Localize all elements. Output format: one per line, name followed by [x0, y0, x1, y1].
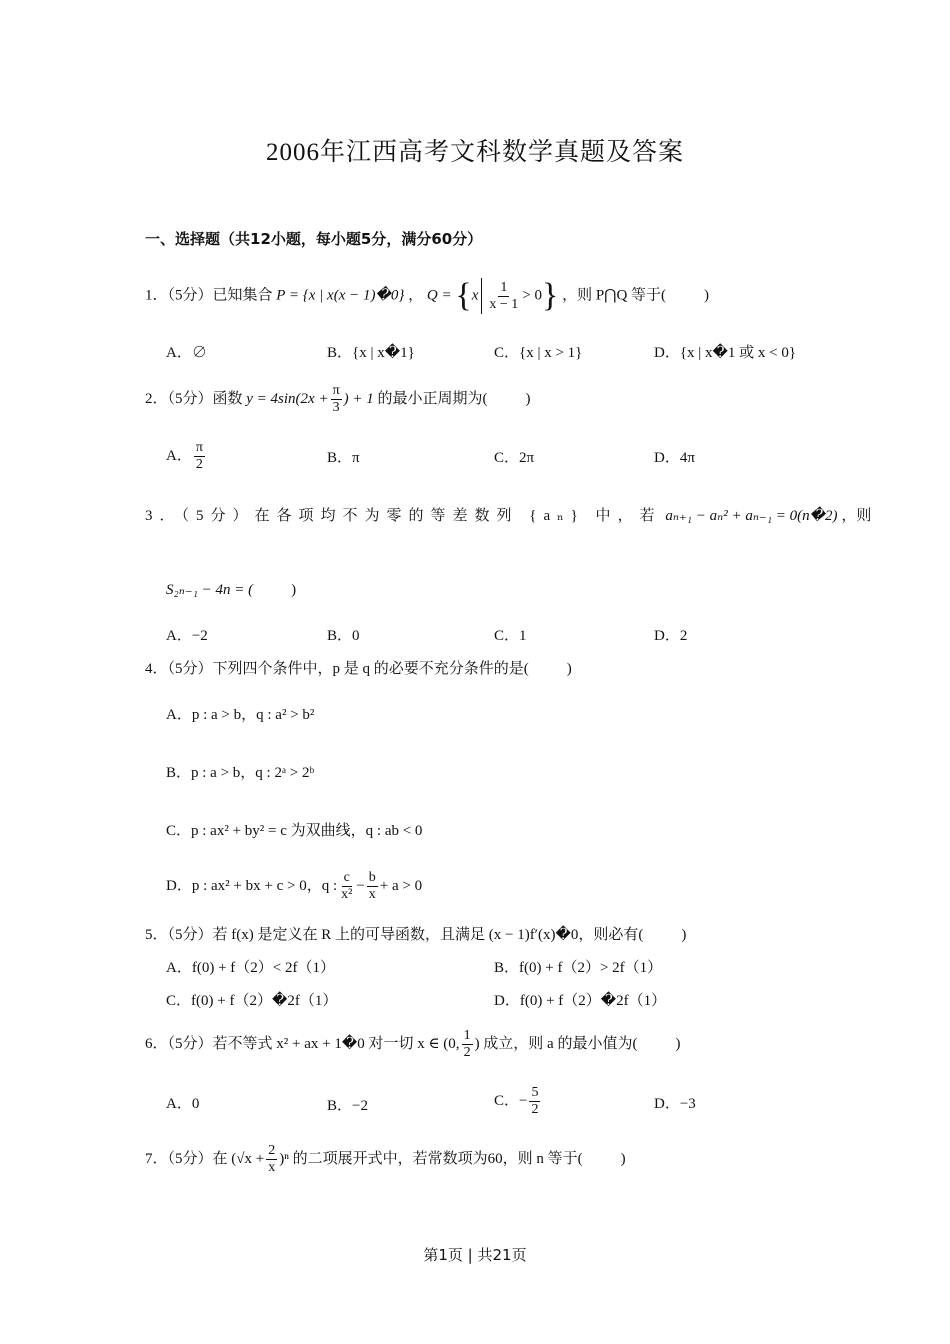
q1-number: 1．（5分）已知集合	[145, 287, 273, 304]
q2-fraction	[331, 383, 342, 416]
q3-line-2	[166, 580, 296, 600]
question-7	[145, 1143, 626, 1176]
q2-option-c: C．2π	[494, 450, 535, 466]
q5-close-paren: )	[681, 927, 687, 943]
q1-fraction	[487, 280, 520, 313]
question-4	[145, 659, 572, 679]
q2-option-a-num: π	[195, 440, 203, 455]
q4-d-frac1-num: c	[343, 870, 350, 885]
q6-option-c-num: 5	[531, 1085, 539, 1100]
q2-option-d: D．4π	[654, 450, 695, 466]
q6-stem: 6．（5分）若不等式 x² + ax + 1�0 对一切 x ∈ (0,	[145, 1035, 460, 1052]
q4-stem: 4．（5分）下列四个条件中，p 是 q 的必要不充分条件的是(	[145, 661, 529, 677]
q5-option-a: A．f(0) + f（2）< 2f（1）	[166, 960, 335, 976]
q7-stem: 7．（5分）在 (√x +	[145, 1150, 265, 1167]
q2-number: 2．（5分）函数	[145, 390, 243, 407]
q1-option-b: B．{x | x�1}	[327, 345, 415, 361]
q3-option-d: D．2	[654, 628, 688, 644]
question-1	[145, 278, 709, 314]
q1-fraction-num: 1	[500, 279, 508, 295]
q2-option-a-fraction	[194, 440, 205, 473]
q6-option-c	[494, 1085, 542, 1118]
q4-option-a: A．p : a > b，q : a² > b²	[166, 707, 315, 723]
q3-option-c: C．1	[494, 628, 527, 644]
q2-fraction-num: π	[332, 383, 340, 398]
q6-fraction-num: 1	[463, 1028, 471, 1043]
q4-d-frac2-num: b	[368, 870, 376, 885]
q5-stem: 5．（5分）若 f(x) 是定义在 R 上的可导函数，且满足 (x − 1)f′(x)�0，则必有(	[145, 927, 644, 943]
q5-option-b: B．f(0) + f（2）> 2f（1）	[494, 960, 663, 976]
q6-option-c-den: 2	[531, 1102, 539, 1117]
q1-set-p: P = {x | x(x − 1)�0}	[276, 287, 405, 304]
q3-expression-2: S₂ₙ₋₁ − 4n = (	[166, 582, 254, 598]
q4-option-d-fraction-2	[367, 870, 378, 903]
q2-fraction-den: 3	[332, 400, 340, 415]
q4-option-b: B．p : a > b，q : 2ᵃ > 2ᵇ	[166, 765, 315, 781]
section-heading: 一、选择题（共12小题，每小题5分，满分60分）	[145, 230, 483, 248]
q4-option-d	[166, 870, 422, 903]
page-footer: 第1页 | 共21页	[423, 1246, 527, 1264]
q1-option-d: D．{x | x�1 或 x < 0}	[654, 345, 797, 361]
q6-option-d: D．−3	[654, 1096, 696, 1112]
q1-option-c: C．{x | x > 1}	[494, 345, 583, 361]
question-5	[145, 925, 686, 945]
q4-d-frac2-den: x	[368, 887, 376, 902]
q2-tail: 的最小正周期为(	[377, 390, 488, 407]
q4-option-d-end: + a > 0	[379, 877, 423, 894]
q6-tail: ) 成立，则 a 的最小值为(	[474, 1035, 638, 1052]
q1-close-paren: )	[704, 287, 710, 304]
q4-option-d-minus: −	[356, 877, 365, 894]
question-3	[145, 506, 871, 526]
q4-option-d-fraction-1	[339, 870, 354, 903]
q1-set-q-label: Q =	[426, 287, 452, 304]
q5-option-d: D．f(0) + f（2）�2f（1）	[494, 993, 667, 1009]
q1-fraction-den: x − 1	[489, 296, 519, 312]
q5-option-c: C．f(0) + f（2）�2f（1）	[166, 993, 338, 1009]
q1-tail: ，则 P⋂Q 等于(	[562, 287, 667, 304]
document-title: 2006年江西高考文科数学真题及答案	[265, 139, 684, 166]
q3-stem: 3．（5分）在各项均不为零的等差数列 {aₙ} 中，若	[145, 508, 662, 524]
q7-fraction-num: 2	[268, 1143, 276, 1158]
question-6	[145, 1028, 680, 1061]
q2-option-a-label: A．	[166, 447, 192, 464]
q3-stem-tail: ，则	[841, 508, 872, 524]
q4-option-c: C．p : ax² + by² = c 为双曲线，q : ab < 0	[166, 823, 423, 839]
q6-close-paren: )	[675, 1035, 681, 1052]
q1-bar	[481, 278, 482, 314]
q1-open-brace: {	[455, 277, 472, 314]
q1-option-a: A．∅	[166, 345, 207, 361]
q2-option-b: B．π	[327, 450, 360, 466]
q1-close-brace: }	[541, 277, 559, 314]
q4-option-d-start: D．p : ax² + bx + c > 0，q :	[166, 877, 338, 894]
q2-option-a-den: 2	[195, 457, 203, 472]
q1-condition: > 0	[522, 287, 542, 304]
question-2	[145, 383, 531, 416]
q6-fraction-den: 2	[463, 1045, 471, 1060]
q7-fraction-den: x	[268, 1160, 276, 1175]
q3-close-paren: )	[291, 582, 297, 598]
q6-option-c-fraction	[529, 1085, 540, 1118]
q1-set-var: x	[471, 287, 479, 304]
q1-separator: ，	[408, 287, 424, 304]
q7-tail: )ⁿ 的二项展开式中，若常数项为60，则 n 等于(	[279, 1150, 583, 1167]
q4-close-paren: )	[566, 661, 572, 677]
q7-fraction	[266, 1143, 277, 1176]
q3-expression: aₙ₊₁ − aₙ² + aₙ₋₁ = 0(n�2)	[665, 508, 838, 524]
q2-expr-end: ) + 1	[343, 390, 374, 407]
q7-close-paren: )	[620, 1150, 626, 1167]
q6-option-c-label: C．−	[494, 1092, 528, 1109]
q2-option-a	[166, 440, 207, 473]
q3-option-b: B．0	[327, 628, 360, 644]
q3-option-a: A．−2	[166, 628, 208, 644]
q4-d-frac1-den: x²	[341, 887, 353, 902]
q2-close-paren: )	[525, 390, 531, 407]
q2-expr-start: y = 4sin(2x +	[246, 390, 329, 407]
q6-option-b: B．−2	[327, 1098, 368, 1114]
q6-fraction	[462, 1028, 473, 1061]
q6-option-a: A．0	[166, 1096, 200, 1112]
